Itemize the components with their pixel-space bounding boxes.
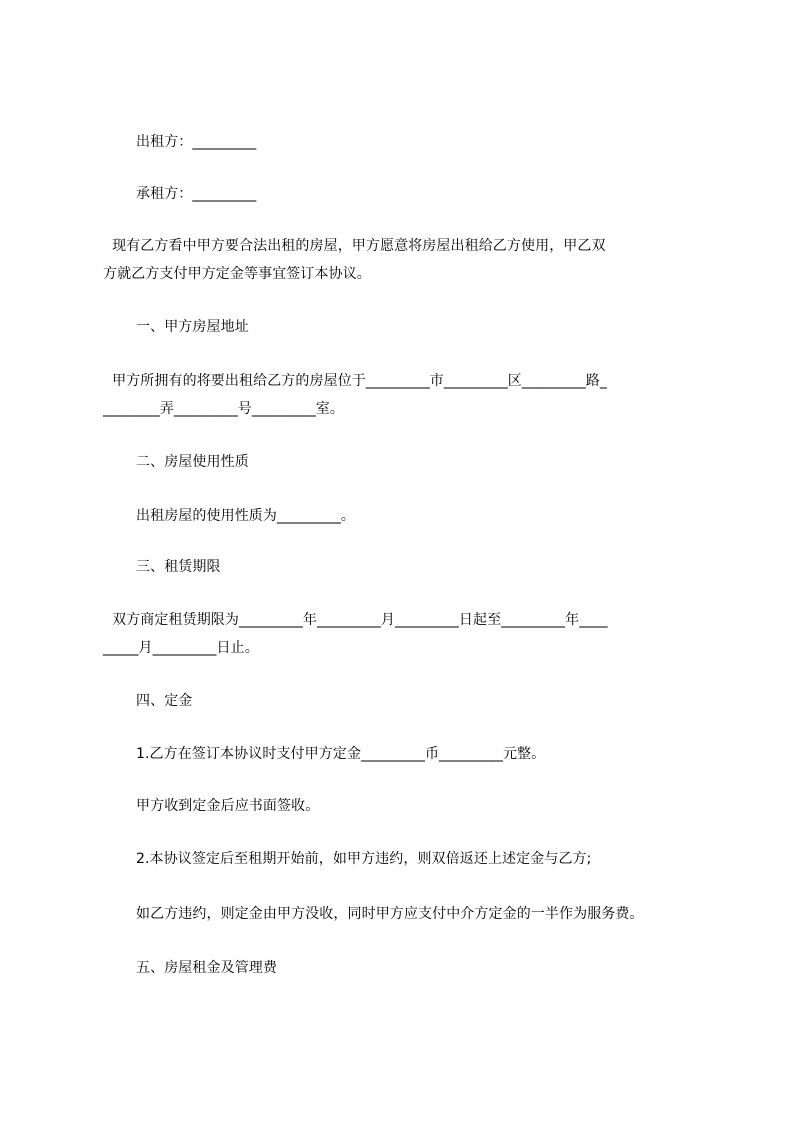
section-1-title: 一、甲方房屋地址 <box>136 319 249 335</box>
landlord-line: 出租方：_________ <box>136 134 257 150</box>
section-4-item-1-note: 甲方收到定金后应书面签收。 <box>136 798 320 814</box>
section-2-text: 出租房屋的使用性质为_________。 <box>136 508 355 524</box>
section-3-line-2: _____月_________日止。 <box>103 640 259 656</box>
tenant-line: 承租方：_________ <box>136 186 257 202</box>
section-1-line-1: 甲方所拥有的将要出租给乙方的房屋位于_________市_________区_________路_ <box>103 373 607 389</box>
section-4-title: 四、定金 <box>136 693 193 709</box>
section-4-item-2-note: 如乙方违约，则定金由甲方没收，同时甲方应支付中介方定金的一半作为服务费。 <box>136 906 644 922</box>
section-3-title: 三、租赁期限 <box>136 559 221 575</box>
section-4-item-2: 2.本协议签定后至租期开始前，如甲方违约，则双倍返还上述定金与乙方; <box>136 851 592 867</box>
section-3-line-1: 双方商定租赁期限为_________年_________月_________日起至_________年____ <box>103 612 608 628</box>
section-1-line-2: ________弄_________号_________室。 <box>103 401 344 417</box>
section-2-title: 二、房屋使用性质 <box>136 454 249 470</box>
intro-paragraph-line-2: 方就乙方支付甲方定金等事宜签订本协议。 <box>103 266 371 282</box>
section-5-title: 五、房屋租金及管理费 <box>136 960 277 976</box>
section-4-item-1: 1.乙方在签订本协议时支付甲方定金_________币_________元整。 <box>136 746 546 762</box>
intro-paragraph-line-1: 现有乙方看中甲方要合法出租的房屋，甲方愿意将房屋出租给乙方使用，甲乙双 <box>103 238 606 254</box>
